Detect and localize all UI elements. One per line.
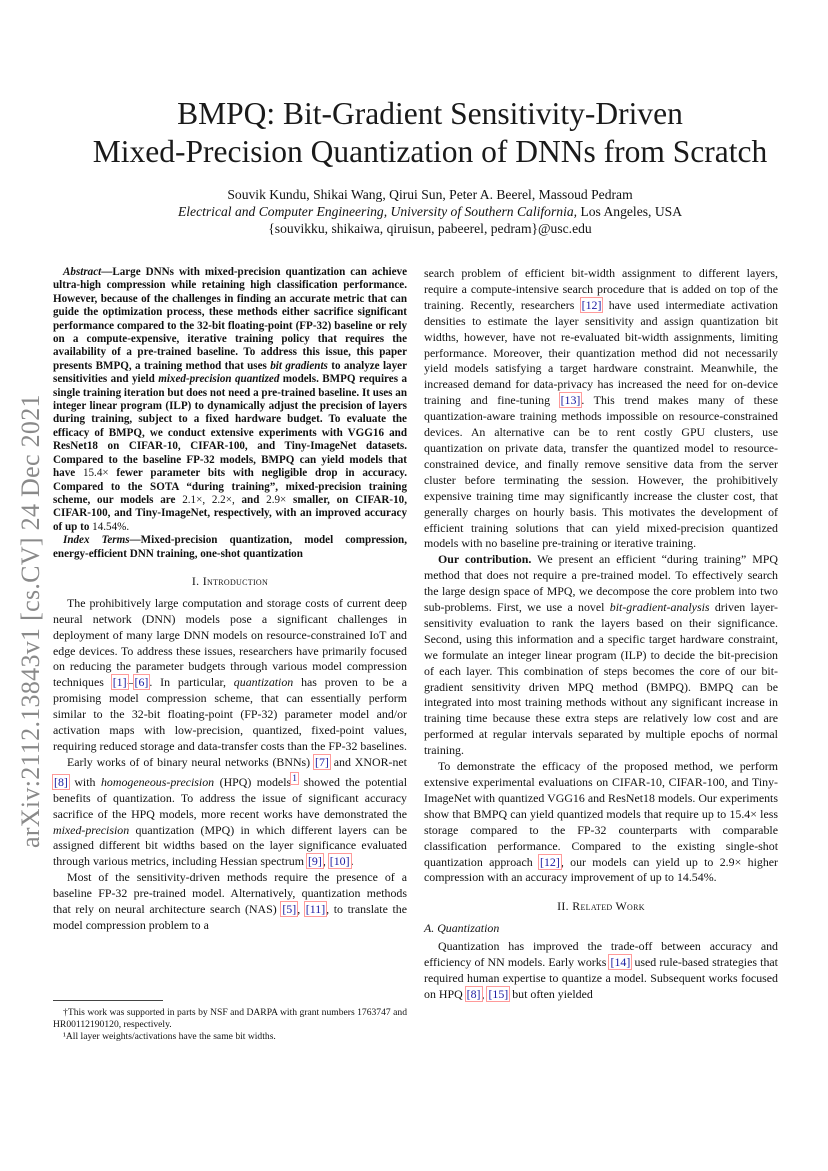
title-line-2: Mixed-Precision Quantization of DNNs from Scratch	[92, 134, 768, 169]
citation-link[interactable]: [8]	[466, 986, 481, 1001]
citation-link[interactable]: [1]	[112, 675, 127, 690]
citation-link[interactable]: [9]	[307, 854, 322, 869]
left-column	[53, 266, 407, 934]
footnote-1: ¹All layer weights/activations have the same bit widths.	[63, 1031, 276, 1042]
citation-link[interactable]: [8]	[54, 774, 68, 789]
abstract: Abstract—Large DNNs with mixed-precision quantization can achieve ultra-high compression while retaining high classification performance. However, because of the challenges in finding an accurate metric that can guide the optimization process, these methods either sacrifice significant performance compared to the 32-bit floating-point (FP-32) baseline or rely on a compute-expensive, iterative training policy that requires the availability of a pre-trained baseline. To address this issue, this paper presents BMPQ, a training method that uses bit gradients to analyze layer sensitivities and yield mixed-precision quantized models. BMPQ requires a single training iteration but does not need a pre-trained baseline. It uses an integer linear program (ILP) to dynamically adjust the precision of layers during training, subject to a fixed hardware budget. To evaluate the efficacy of BMPQ, we conduct extensive experiments with VGG16 and ResNet18 on CIFAR-10, CIFAR-100, and Tiny-ImageNet datasets. Compared to the baseline FP-32 models, BMPQ can yield models that have 15.4× fewer parameter bits with negligible drop in accuracy. Compared to the SOTA “during training”, mixed-precision training scheme, our models are 2.1×, 2.2×, and 2.9× smaller, on CIFAR-10, CIFAR-100, and Tiny-ImageNet, respectively, with an improved accuracy of up to 14.54%.	[53, 266, 407, 533]
efficacy-paragraph: To demonstrate the efficacy of the proposed method, we perform extensive experimental evaluations on CIFAR-10, CIFAR-100, and Tiny-ImageNet with quantized VGG16 and ResNet18 models. Our experiments show that BMPQ can yield quantized models that require up to 15.4× less storage compared to the FP-32 counterparts with comparable classification performance. Compared to the existing single-shot quantization approach [12], our models can yield up to 2.9× higher compression with an accuracy improvement of up to 14.54%.	[424, 759, 779, 885]
intro-paragraph-3-continued: search problem of efficient bit-width assignment to different layers, require a compute-intensive search procedure that is added on top of the training. Recently, researchers [12] have used intermediate activation densities to estimate the layer sensitivity and assign quantization bit widths, however, have not re-evaluated bit-width assignments, limiting performance. Moreover, their quantization method did not necessarily yield models satisfying a target hardware constraint. Meanwhile, the increased demand for data-privacy has increased the need for on-device training and fine-tuning [13]. This trend makes many of these quantization-aware training methods impossible on resource-constrained devices. An alternative can be to rent costly GPU clusters, use quantization on private data, transfer the quantized model to resource-constrained device, and finally remove sensitive data from the server cluster before terminating the session. However, the prohibitively expensive training time may significantly increase the cluster cost, that generally charges on hourly basis. This motivates the development of efficient training solutions that can yield mixed-precision quantized models with no baseline pre-training or iterative training.	[424, 266, 779, 551]
title-line-1: BMPQ: Bit-Gradient Sensitivity-Driven	[177, 96, 683, 131]
citation-link[interactable]: [5]	[282, 902, 297, 917]
citation-link[interactable]: [12]	[540, 854, 560, 869]
quantization-paragraph: Quantization has improved the trade-off between accuracy and efficiency of NN models. Early works [14] used rule-based strategies that required human expertise to quantize a model. Subsequent works focused on HPQ [8], [15] but often yielded	[424, 939, 778, 1001]
intro-paragraph-2: Early works of of binary neural networks (BNNs) [7] and XNOR-net [8] with homogeneous-precision (HPQ) models$^1$ showed the potential benefits of quantization. To address the issue of significant accuracy sacrifice of the HPQ models, more recent works have demonstrated the mixed-precision quantization (MPQ) in which different layers can be assigned different bit widths based on the layer significance evaluated through various metrics, including Hessian spectrum [9], [10].	[53, 754, 407, 869]
location: Los Angeles, USA	[580, 204, 683, 219]
citation-link[interactable]: [13]	[560, 393, 581, 408]
affiliation-line	[40, 203, 820, 220]
footnote-link[interactable]: 1	[292, 772, 298, 784]
contribution-paragraph: Our contribution. We present an efficient “during training” MPQ method that does not require a pre-trained model. To effectively search the large design space of MPQ, we decompose the core problem into two sub-problems. First, we use a novel bit-gradient-analysis driven layer-sensitivity evaluation to rank the layers based on their significance. Second, using this information and a specific target hardware constraint, we formulate an integer linear program (ILP) to decide the bit-precision of each layer. This combination of steps becomes the core of our bit-gradient sensitivity driven MPQ method (BMPQ). BMPQ can be integrated into most training methods without any significant increase in training time because these extra steps are relatively low cost and are performed at regular intervals separated by multiple epochs of normal training.	[424, 552, 778, 758]
footnote-funding: †This work was supported in parts by NSF and DARPA with grant numbers 1763747 and HR00112190120, respectively.	[53, 1007, 407, 1030]
section-heading-introduction: I. Introduction	[191, 573, 269, 588]
author-names: Souvik Kundu, Shikai Wang, Qirui Sun, Peter A. Beerel, Massoud Pedram	[227, 187, 633, 202]
citation-link[interactable]: [11]	[305, 902, 326, 917]
author-emails: {souvikku, shikaiwa, qiruisun, pabeerel, pedram}@usc.edu	[268, 221, 592, 236]
index-terms: Index Terms—Mixed-precision quantization, model compression, energy-efficient DNN training, one-shot quantization	[53, 534, 407, 560]
section-heading-related-work: II. Related Work	[557, 899, 645, 914]
citation-link[interactable]: [7]	[315, 754, 329, 769]
right-column	[424, 266, 778, 1003]
footnotes	[53, 1000, 407, 1043]
author-block	[40, 186, 820, 237]
affiliation: Electrical and Computer Engineering, University of Southern California,	[177, 204, 578, 219]
subsection-heading-quantization: A. Quantization	[424, 921, 500, 936]
paper-title	[40, 95, 820, 171]
citation-link[interactable]: [6]	[134, 675, 149, 690]
citation-link[interactable]: [15]	[488, 986, 509, 1001]
arxiv-watermark: arXiv:2112.13843v1 [cs.CV] 24 Dec 2021	[16, 394, 45, 848]
citation-link[interactable]: [14]	[610, 955, 631, 970]
citation-link[interactable]: [10]	[329, 854, 350, 869]
intro-paragraph-1: The prohibitively large computation and storage costs of current deep neural network (DNN) models pose a significant challenges in deployment of many large DNN models on resource-constrained IoT and edge devices. To address these issues, researchers have primarily focused on reducing the parameter budgets through various model compression techniques [1]–[6]. In particular, quantization has proven to be a promising model compression scheme, that can essentially perform similar to the 32-bit floating-point (FP-32) parameter model and/or activation maps with low-precision, quantized, fixed-point values, requiring reduced storage and data-transfer costs than the FP-32 baselines.	[53, 595, 408, 753]
citation-link[interactable]: [12]	[581, 297, 602, 312]
footnote-rule	[53, 1000, 163, 1001]
intro-paragraph-3: Most of the sensitivity-driven methods require the presence of a baseline FP-32 pre-trained model. Alternatively, quantization methods that rely on neural architecture search (NAS) [5], [11], to translate the model compression problem to a	[53, 870, 407, 932]
